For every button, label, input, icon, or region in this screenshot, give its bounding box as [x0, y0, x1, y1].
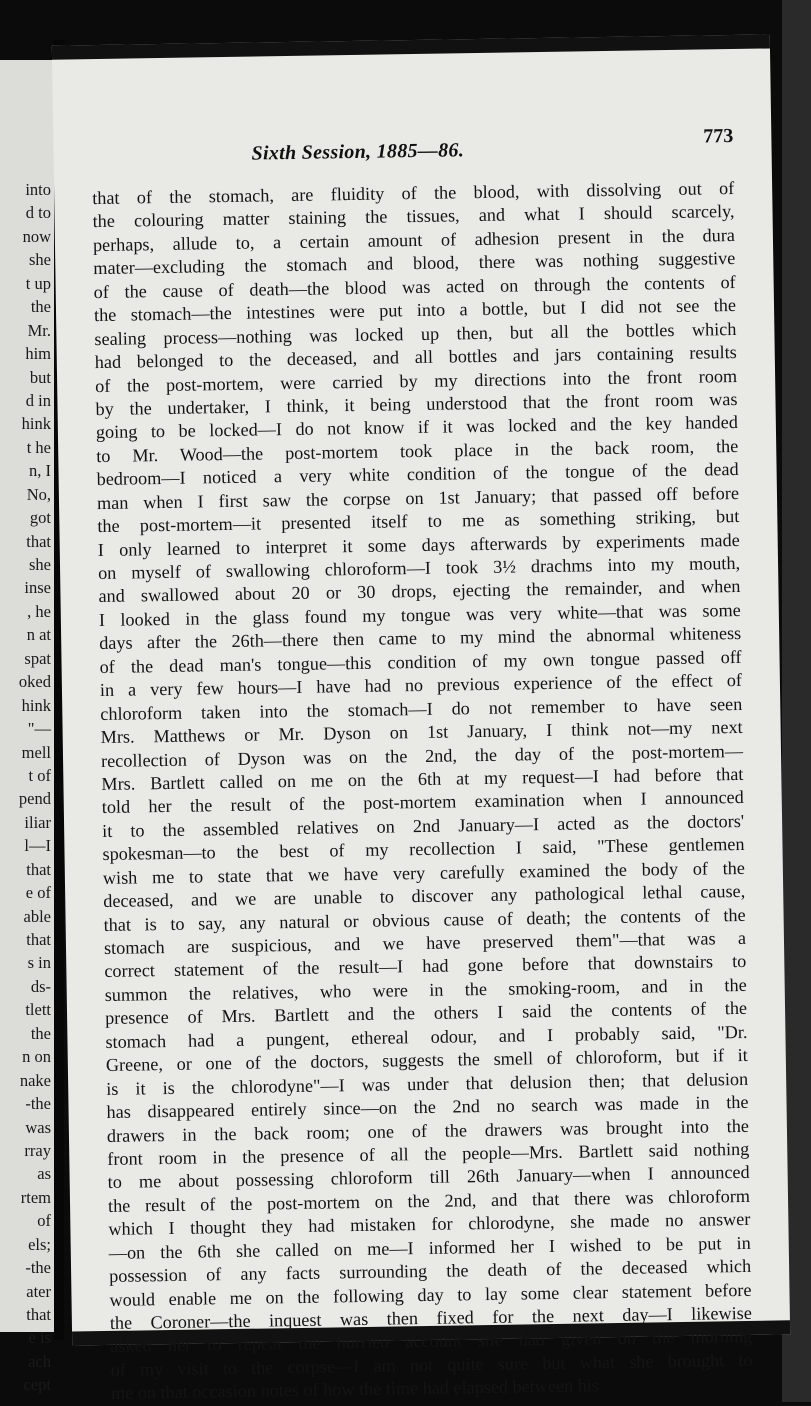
- facing-line-end: n, I: [29, 461, 51, 481]
- facing-line-end: pend: [18, 789, 51, 809]
- facing-line-end: Mr.: [27, 320, 51, 340]
- facing-line-end: she: [29, 250, 51, 270]
- text-line: I only learned to interpret it some days afterwards by experiments made: [97, 529, 740, 560]
- facing-line-end: into: [25, 180, 51, 199]
- facing-line-end: -the: [25, 1094, 51, 1114]
- facing-line-end: "—: [27, 719, 51, 739]
- facing-line-end: that: [26, 930, 51, 949]
- facing-line-end: oked: [18, 672, 51, 692]
- facing-line-end: that: [26, 859, 51, 879]
- text-line: of my visit to the corpse—I am not quite sure but what she brought to: [110, 1349, 753, 1380]
- text-line: me on that occasion notes of how the time had elapsed between his: [110, 1375, 600, 1404]
- facing-line-end: him: [25, 344, 51, 364]
- facing-line-end: t he: [26, 437, 51, 457]
- text-line: by the undertaker, I think, it being understood that the front room was: [95, 388, 738, 420]
- text-line: front room in the presence of all the people—Mrs. Bartlett said nothing: [107, 1138, 750, 1169]
- text-line: that of the stomach, are fluidity of the blood, with dissolving out of: [92, 178, 735, 209]
- facing-line-end: was: [25, 1117, 51, 1137]
- text-line: Greene, or one of the doctors, suggests the smell of chloroform, but if it: [105, 1045, 748, 1076]
- text-line: spokesman—to the best of my recollection I said, "These gentlemen: [102, 834, 745, 865]
- text-line: deceased, and we are unable to discover any pathological lethal cause,: [103, 881, 746, 912]
- body-text: [92, 177, 753, 1406]
- text-line: had belonged to the deceased, and all bottles and jars containing results: [94, 342, 737, 373]
- text-line: on myself of swallowing chloroform—I took 3½ drachms into my mouth,: [97, 552, 741, 584]
- text-line: told her the result of the post-mortem examination when I announced: [101, 787, 744, 818]
- text-line: asked her to repeat the hurried account she had given on the morning: [110, 1326, 753, 1357]
- text-line: drawers in the back room; one of the drawers was brought into the: [106, 1115, 750, 1146]
- facing-line-end: that: [26, 531, 51, 551]
- facing-page-fragment: [0, 60, 54, 1395]
- facing-line-end: d to: [25, 203, 51, 223]
- facing-line-end: rtem: [20, 1187, 51, 1207]
- facing-line-end: t up: [25, 273, 51, 293]
- facing-line-end: got: [29, 508, 51, 528]
- text-line: stomach had a pungent, ethereal odour, and I probably said, "Dr.: [105, 1021, 748, 1052]
- text-line: to me about possessing chloroform till 26th January—when I announced: [107, 1162, 750, 1193]
- facing-line-end: hink: [21, 695, 51, 715]
- text-line: of the cause of death—the blood was acted on through the contents of: [93, 271, 736, 302]
- facing-line-end: els;: [28, 1234, 51, 1254]
- facing-line-end: the: [30, 297, 51, 317]
- facing-line-end: cept: [23, 1375, 51, 1395]
- text-line: it to the assembled relatives on 2nd January—I acted as the doctors': [102, 810, 745, 841]
- page-number: 773: [703, 125, 734, 148]
- facing-line-end: ds-: [30, 976, 51, 996]
- facing-line-end: that: [26, 1305, 51, 1324]
- facing-line-end: l—I: [24, 836, 51, 856]
- text-line: the post-mortem—it presented itself to me as something striking, but: [97, 506, 740, 537]
- text-line: wish me to state that we have very carefully examined the body of the: [102, 857, 745, 888]
- text-line: the stomach—the intestines were put into a bottle, but I did not see the: [93, 295, 737, 326]
- facing-line-end: n on: [22, 1047, 51, 1067]
- facing-line-end: No,: [26, 484, 51, 504]
- facing-line-end: but: [29, 367, 51, 387]
- facing-line-end: spat: [24, 648, 51, 668]
- facing-line-end: nake: [19, 1070, 51, 1090]
- text-line: is it is the chlorodyne"—I was under that delusion then; that delusion: [106, 1068, 749, 1099]
- text-line: going to be locked—I do not know if it was locked and the key handed: [95, 412, 738, 443]
- facing-line-end: able: [23, 906, 51, 926]
- text-line: has disappeared entirely since—on the 2nd no search was made in the: [106, 1091, 749, 1123]
- text-line: recollection of Dyson was on the 2nd, the day of the post-mortem—: [100, 740, 744, 771]
- text-line: of the post-mortem, were carried by my directions into the front room: [95, 365, 738, 396]
- facing-line-end: s in: [27, 953, 51, 973]
- text-line: Mrs. Matthews or Mr. Dyson on 1st January, I think not—my next: [100, 717, 743, 748]
- facing-line-end: rray: [24, 1140, 51, 1160]
- facing-page-line-ends: [0, 178, 54, 1397]
- text-line: Mrs. Bartlett called on me on the 6th at my request—I had before that: [101, 763, 744, 794]
- facing-line-end: mell: [21, 742, 51, 762]
- text-line: to Mr. Wood—the post-mortem took place in the back room, the: [96, 435, 739, 466]
- facing-line-end: iliar: [24, 812, 51, 832]
- text-line: bedroom—I noticed a very white condition of the tongue of the dead: [96, 459, 739, 490]
- facing-line-end: -the: [25, 1258, 51, 1278]
- text-line: I looked in the glass found my tongue was very white—that was some: [98, 599, 741, 630]
- running-title: Sixth Session, 1885—86.: [251, 139, 465, 165]
- text-line: perhaps, allude to, a certain amount of adhesion present in the dura: [92, 224, 736, 255]
- text-line: and swallowed about 20 or 30 drops, ejecting the remainder, and when: [98, 576, 741, 607]
- text-line: chloroform taken into the stomach—I do not remember to have seen: [100, 693, 743, 724]
- text-line: correct statement of the result—I had gone before that downstairs to: [104, 951, 747, 982]
- page-header: [53, 125, 771, 175]
- facing-line-end: of: [37, 1211, 51, 1231]
- text-line: the result of the post-mortem on the 2nd, and that there was chloroform: [107, 1185, 751, 1216]
- text-line: mater—excluding the stomach and blood, there was nothing suggestive: [93, 248, 736, 279]
- text-line: man when I first saw the corpse on 1st January; that passed off before: [96, 482, 740, 513]
- facing-line-end: e is: [28, 1328, 51, 1348]
- text-line: summon the relatives, who were in the smoking-room, and in the: [104, 974, 747, 1005]
- text-line: sealing process—nothing was locked up then, but all the bottles which: [94, 318, 737, 349]
- text-line: in a very few hours—I have had no previous experience of the effect of: [99, 670, 743, 701]
- text-line: —on the 6th she called on me—I informed her I wished to be put in: [108, 1232, 751, 1263]
- facing-line-end: the: [30, 1023, 51, 1043]
- text-line: stomach are suspicious, and we have preserved them"—that was a: [103, 927, 747, 959]
- facing-line-end: tlett: [25, 1000, 51, 1020]
- facing-line-end: d in: [25, 390, 51, 410]
- text-line: which I thought they had mistaken for chlorodyne, she made no answer: [108, 1209, 751, 1240]
- text-line: possession of any facts surrounding the death of the deceased which: [109, 1256, 752, 1287]
- facing-line-end: n at: [26, 625, 51, 645]
- facing-line-end: hink: [21, 414, 51, 434]
- book-page: [52, 34, 790, 1404]
- text-line: of the dead man's tongue—this condition of my own tongue passed off: [99, 646, 742, 677]
- text-line: presence of Mrs. Bartlett and the others I said the contents of the: [104, 998, 748, 1029]
- facing-line-end: , he: [27, 601, 51, 621]
- facing-line-end: now: [22, 226, 51, 246]
- facing-line-end: she: [29, 555, 51, 574]
- facing-line-end: t of: [28, 765, 51, 785]
- text-line: that is to say, any natural or obvious cause of death; the contents of the: [103, 904, 746, 935]
- text-line: would enable me on the following day to lay some clear statement before: [109, 1279, 752, 1310]
- text-line: the colouring matter staining the tissues, and what I should scarcely,: [92, 201, 735, 232]
- facing-line-end: inse: [24, 578, 51, 598]
- facing-line-end: as: [37, 1164, 51, 1184]
- facing-line-end: ach: [28, 1351, 51, 1371]
- facing-line-end: e of: [25, 883, 51, 903]
- text-line: the Coroner—the inquest was then fixed for the next day—I likewise: [109, 1302, 752, 1333]
- text-line: days after the 26th—there then came to my mind the abnormal whiteness: [99, 623, 742, 654]
- facing-line-end: ater: [26, 1281, 51, 1301]
